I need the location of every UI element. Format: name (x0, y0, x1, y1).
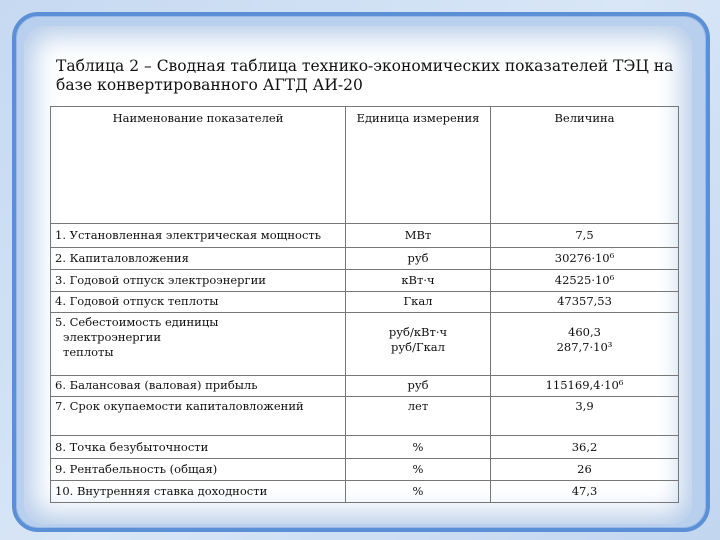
table-row (51, 224, 679, 248)
row-name: 7. Срок окупаемости капиталовложений (51, 397, 346, 436)
row-name: 9. Рентабельность (общая) (51, 459, 346, 481)
row-value-electricity: 460,3 (568, 325, 601, 339)
row-name (51, 313, 346, 376)
table-row (51, 313, 679, 376)
row-name: 8. Точка безубыточности (51, 436, 346, 459)
indicators-table (50, 106, 679, 503)
table-row (51, 436, 679, 459)
row-unit: % (346, 459, 491, 481)
table-row (51, 397, 679, 436)
row-subname-electricity: электроэнергии (63, 330, 162, 344)
row-unit: руб (346, 248, 491, 270)
header-name: Наименование показателей (51, 107, 346, 224)
row-value (491, 313, 679, 376)
row-value: 115169,4·10⁶ (491, 376, 679, 397)
row-value: 36,2 (491, 436, 679, 459)
table-header-row (51, 107, 679, 224)
row-value: 47,3 (491, 481, 679, 503)
row-name: 2. Капиталовложения (51, 248, 346, 270)
table-row (51, 292, 679, 313)
row-name: 10. Внутренняя ставка доходности (51, 481, 346, 503)
row-unit: Гкал (346, 292, 491, 313)
row-value: 26 (491, 459, 679, 481)
row-unit-heat: руб/Гкал (391, 340, 445, 354)
row-subname-heat: теплоты (63, 345, 114, 359)
row-unit: МВт (346, 224, 491, 248)
row-name: 6. Балансовая (валовая) прибыль (51, 376, 346, 397)
row-name: 1. Установленная электрическая мощность (51, 224, 346, 248)
row-value: 30276·10⁶ (491, 248, 679, 270)
table-row (51, 459, 679, 481)
table-row (51, 248, 679, 270)
row-value: 42525·10⁶ (491, 270, 679, 292)
row-unit: руб (346, 376, 491, 397)
header-unit: Единица измерения (346, 107, 491, 224)
row-unit-electricity: руб/кВт·ч (388, 325, 448, 339)
row-unit: % (346, 481, 491, 503)
row-name: 4. Годовой отпуск теплоты (51, 292, 346, 313)
row-unit: кВт·ч (346, 270, 491, 292)
row-unit: лет (346, 397, 491, 436)
header-value: Величина (491, 107, 679, 224)
row-name-main: 5. Себестоимость единицы (55, 315, 219, 329)
row-value-heat: 287,7·10³ (556, 340, 613, 354)
table-row (51, 376, 679, 397)
table-row (51, 481, 679, 503)
row-unit: % (346, 436, 491, 459)
row-value: 7,5 (491, 224, 679, 248)
table-title: Таблица 2 – Сводная таблица технико-экономических показателей ТЭЦ на базе конвертированного АГТД АИ-20 (56, 57, 674, 94)
row-value: 3,9 (491, 397, 679, 436)
row-value: 47357,53 (491, 292, 679, 313)
table-row (51, 270, 679, 292)
row-unit (346, 313, 491, 376)
row-name: 3. Годовой отпуск электроэнергии (51, 270, 346, 292)
